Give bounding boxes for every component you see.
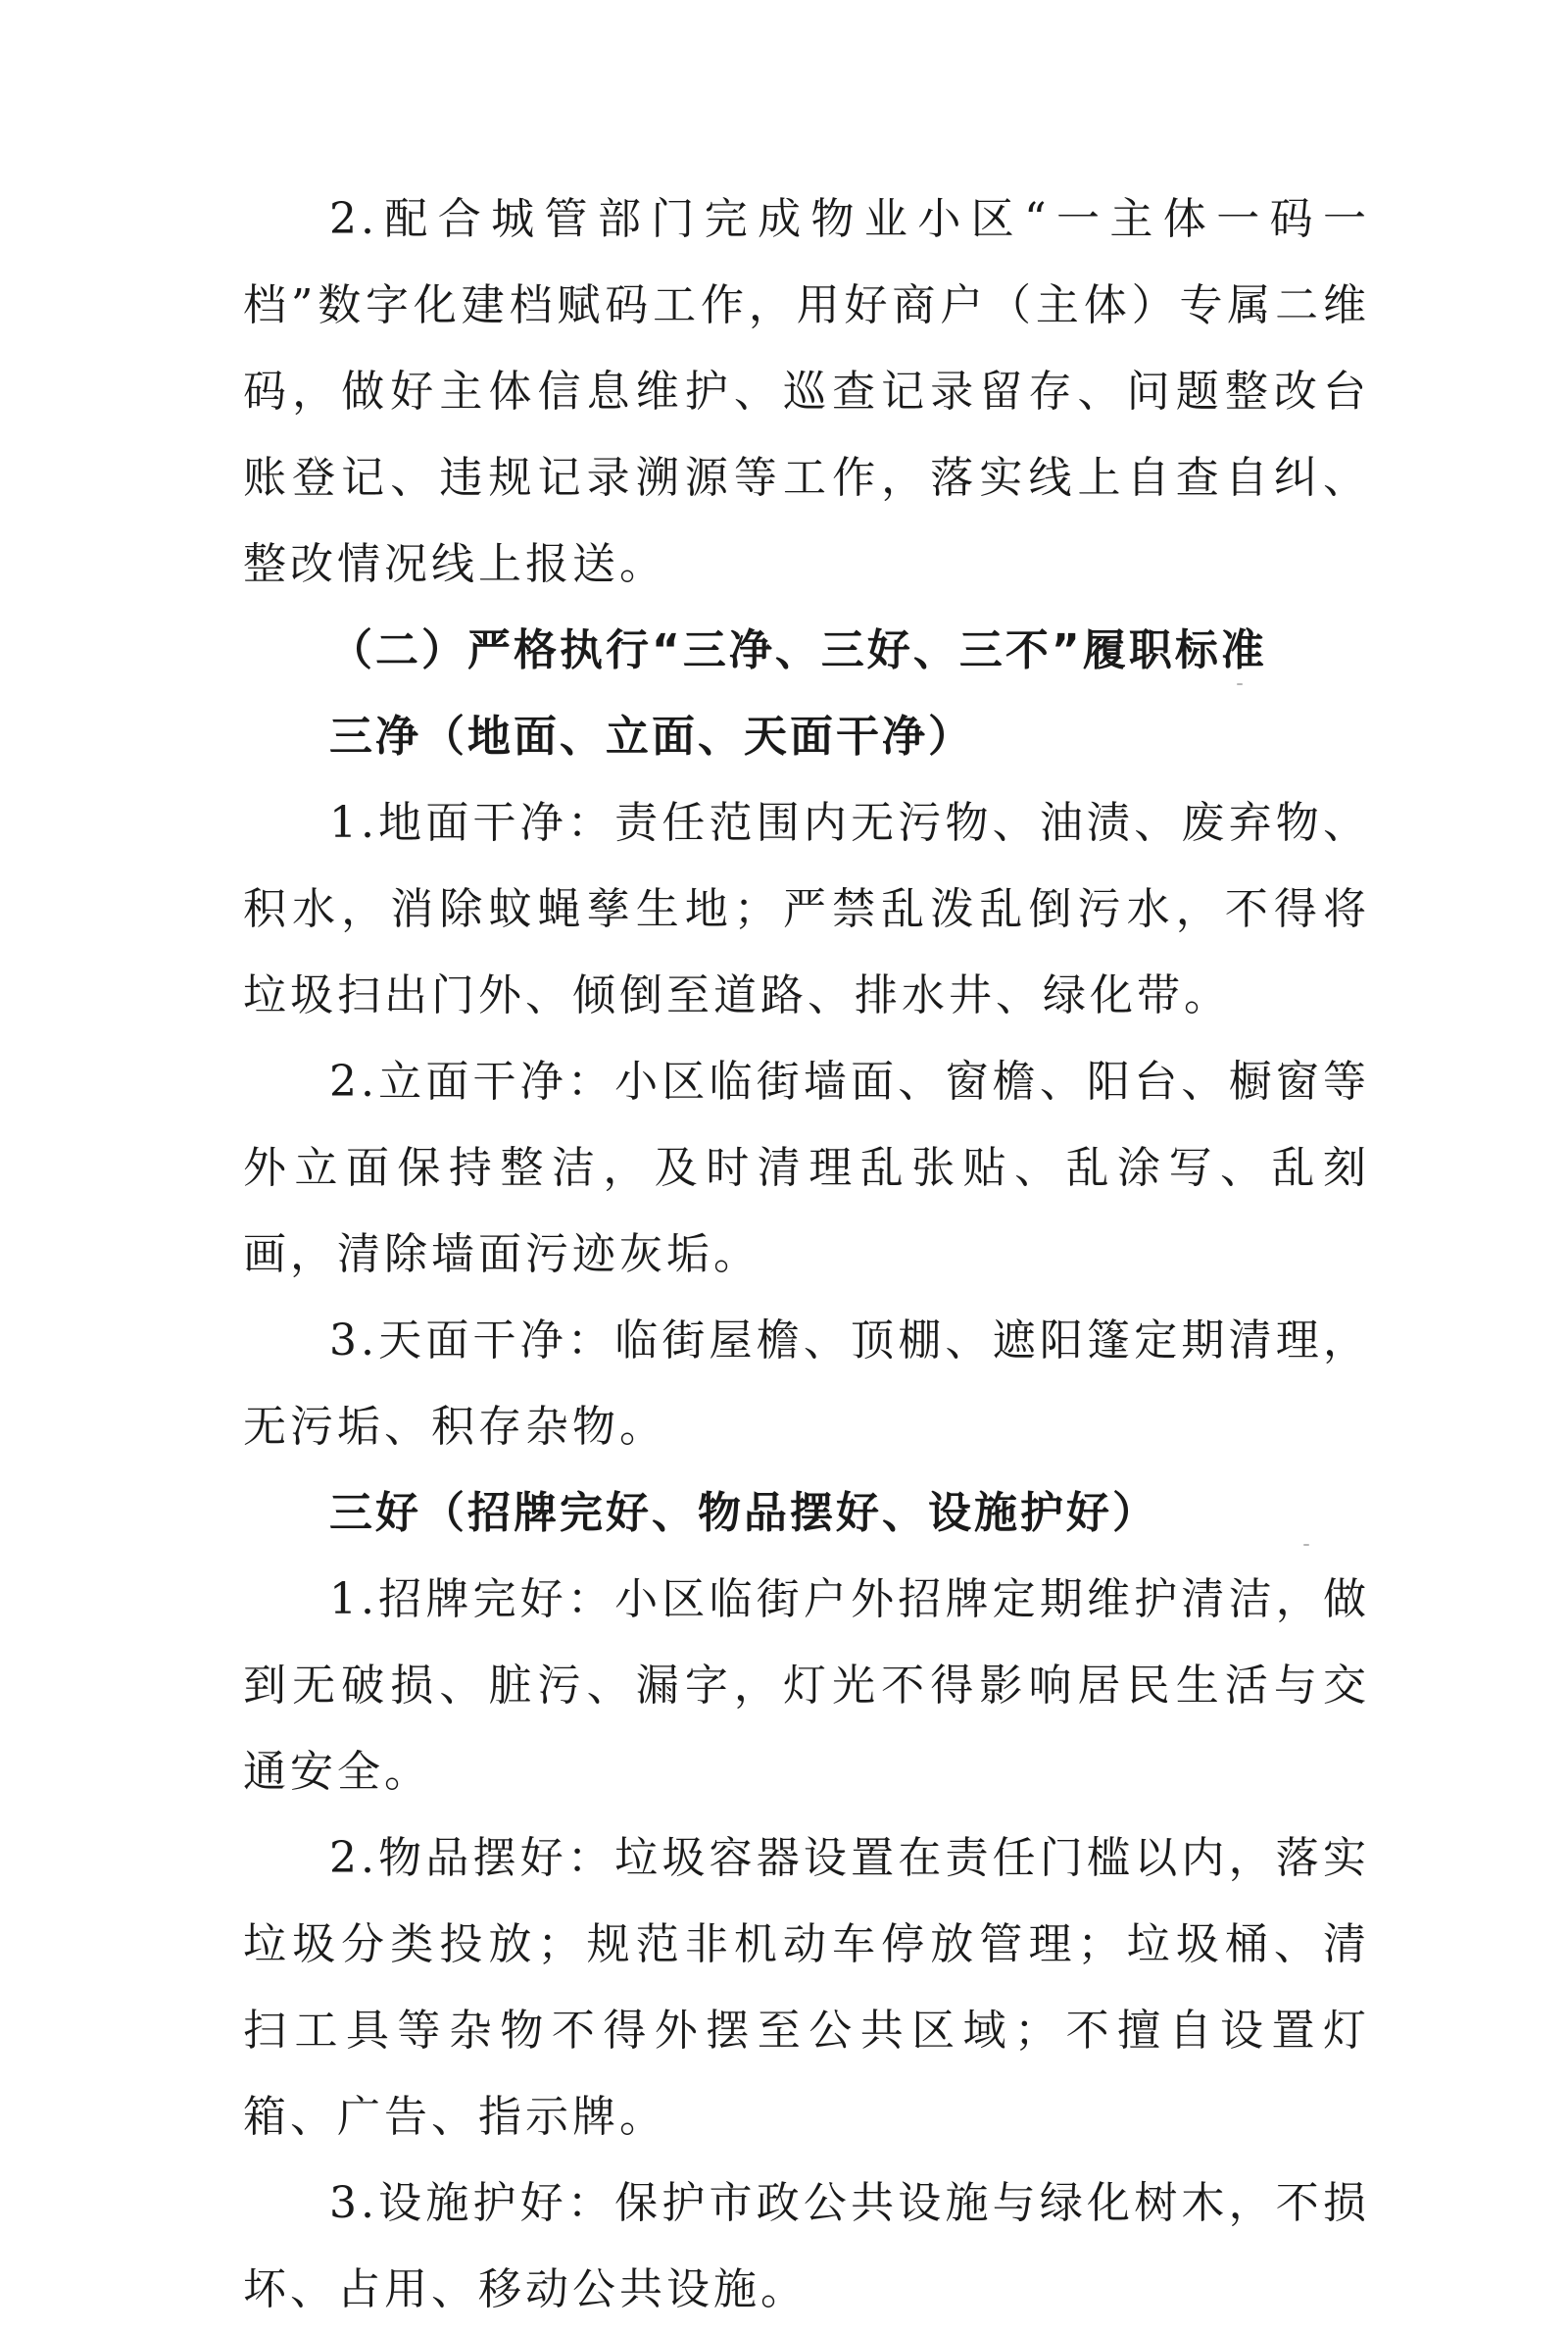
document-body — [243, 176, 1370, 2333]
paragraph-facade-clean: 2.立面干净：小区临街墙面、窗檐、阳台、橱窗等外立面保持整洁，及时清理乱张贴、乱涂写、乱刻画，清除墙面污迹灰垢。 — [243, 1057, 1370, 1279]
paragraph-signboard-good: 1.招牌完好：小区临街户外招牌定期维护清洁，做到无破损、脏污、漏字，灯光不得影响居民生活与交通安全。 — [243, 1574, 1370, 1797]
scan-speck — [1237, 683, 1243, 685]
paragraph-roof-clean: 3.天面干净：临街屋檐、顶棚、遮阳篷定期清理，无污垢、积存杂物。 — [243, 1315, 1370, 1452]
paragraph-ground-clean: 1.地面干净：责任范围内无污物、油渍、废弃物、积水，消除蚊蝇孳生地；严禁乱泼乱倒污水，不得将垃圾扫出门外、倾倒至道路、排水井、绿化带。 — [243, 798, 1370, 1020]
paragraph-facilities-protected: 3.设施护好：保护市政公共设施与绿化树木，不损坏、占用、移动公共设施。 — [243, 2178, 1370, 2314]
paragraph-items-arranged: 2.物品摆好：垃圾容器设置在责任门槛以内，落实垃圾分类投放；规范非机动车停放管理；垃圾桶、清扫工具等杂物不得外摆至公共区域；不擅自设置灯箱、广告、指示牌。 — [243, 1833, 1370, 2142]
paragraph-digital-archive: 2.配合城管部门完成物业小区“一主体一码一档”数字化建档赋码工作，用好商户（主体）专属二维码，做好主体信息维护、巡查记录留存、问题整改台账登记、违规记录溯源等工作，落实线上自查自纠、整改情况线上报送。 — [243, 194, 1370, 589]
scan-speck — [1303, 1544, 1309, 1546]
subheading-three-clean: 三净（地面、立面、天面干净） — [329, 712, 974, 762]
section-heading-standards: （二）严格执行“三净、三好、三不”履职标准 — [329, 625, 1267, 675]
subheading-three-good: 三好（招牌完好、物品摆好、设施护好） — [329, 1488, 1158, 1538]
